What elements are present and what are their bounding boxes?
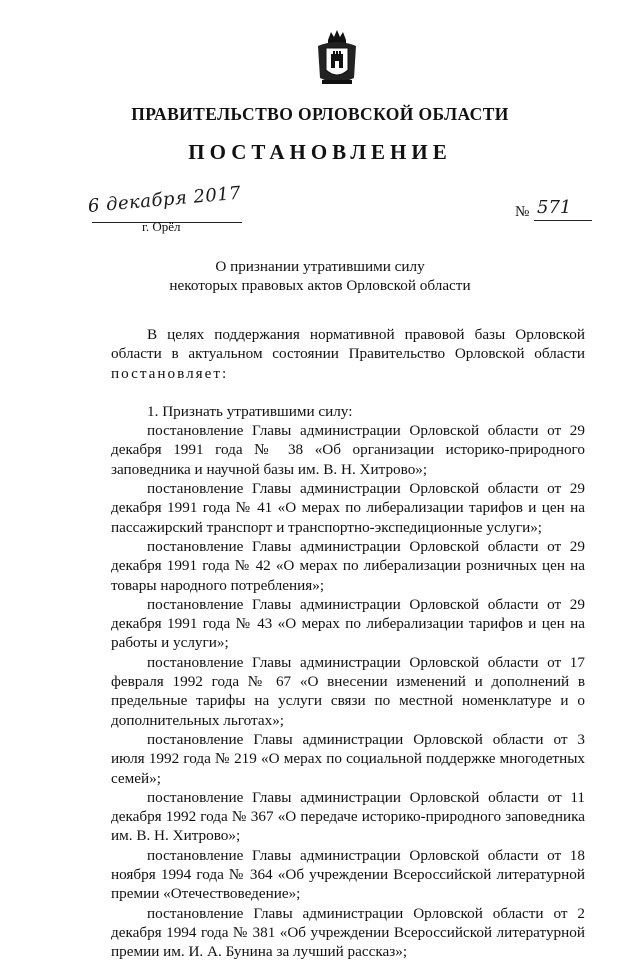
government-name: ПРАВИТЕЛЬСТВО ОРЛОВСКОЙ ОБЛАСТИ	[131, 104, 509, 124]
act-item: постановление Главы администрации Орловской области от 2 декабря 1994 года № 381 «Об учреждении Всероссийской литературной премии им. И. А. Бунина за лучший рассказ»;	[111, 904, 585, 961]
city-label: г. Орёл	[142, 219, 181, 234]
act-item: постановление Главы администрации Орловской области от 29 декабря 1991 года № 43 «О мерах по либерализации тарифов и цен на работы и услуги»;	[111, 595, 585, 652]
act-item: постановление Главы администрации Орловской области от 18 ноября 1994 года № 364 «Об учреждении Всероссийской литературной премии «Отечествоведение»;	[111, 846, 585, 903]
act-item: постановление Главы администрации Орловской области от 29 декабря 1991 года № 41 «О мерах по либерализации тарифов и цен на пассажирский транспорт и транспортно-экспедиционные услуги»;	[111, 480, 585, 536]
decree-body	[111, 325, 585, 962]
act-item: постановление Главы администрации Орловской области от 29 декабря 1991 года № 42 «О мерах по либерализации розничных цен на товары народного потребления»;	[111, 537, 585, 594]
act-item: постановление Главы администрации Орловской области от 29 декабря 1991 года № 38 «Об организации историко-природного заповедника и научной базы им. В. Н. Хитрово»;	[111, 422, 585, 478]
act-item: постановление Главы администрации Орловской области от 11 декабря 1992 года № 367 «О передаче историко-природного заповедника им. В. Н. Хитрово»;	[111, 788, 585, 845]
number-underline	[534, 220, 592, 221]
coat-of-arms-icon	[314, 28, 360, 88]
number-label: №	[515, 204, 530, 220]
decree-subject	[0, 257, 640, 295]
item-1-heading: 1. Признать утратившими силу:	[147, 402, 353, 420]
preamble-paragraph	[111, 325, 585, 383]
preamble-text: В целях поддержания нормативной правовой базы Орловской области в актуальном состоянии Правительство Орловской области	[111, 326, 585, 363]
subject-line-1: О признании утратившими силу	[215, 258, 425, 275]
preamble-verb: постановляет:	[111, 364, 229, 382]
act-item: постановление Главы администрации Орловской области от 3 июля 1992 года № 219 «О мерах по социальной поддержке многодетных семей»;	[111, 730, 585, 787]
handwritten-date: 6 декабря 2017	[87, 182, 243, 217]
act-item: постановление Главы администрации Орловской области от 17 февраля 1992 года № 67 «О внесении изменений и дополнений в предельные тарифы на услуги связи по местной номенклатуре и о дополнительных льготах»;	[111, 653, 585, 729]
handwritten-number: 571	[537, 197, 572, 218]
subject-line-2: некоторых правовых актов Орловской области	[169, 277, 471, 294]
document-type-title: ПОСТАНОВЛЕНИЕ	[188, 140, 452, 164]
